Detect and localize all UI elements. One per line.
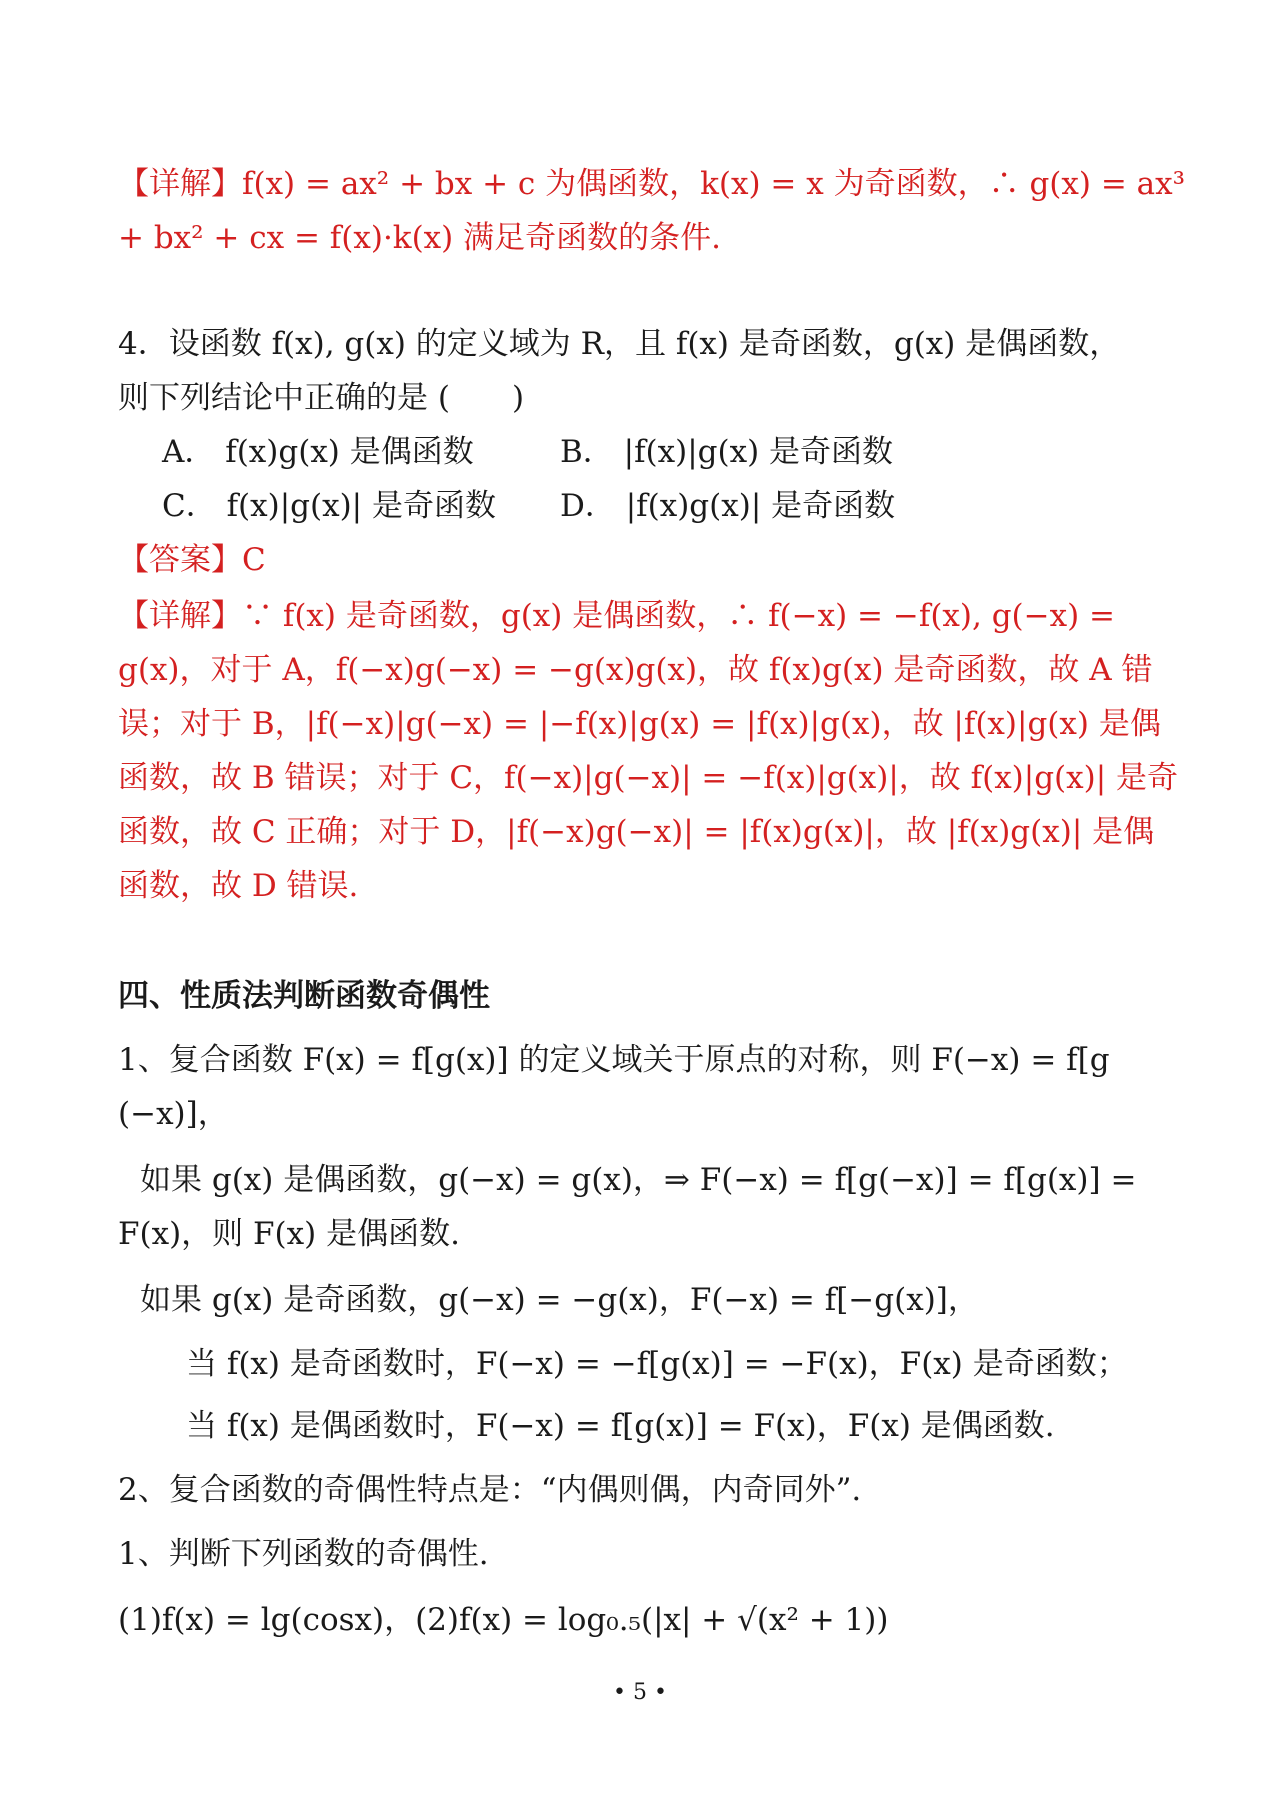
q4-option-c: C． f(x)|g(x)| 是奇函数 — [162, 488, 496, 524]
q4-explain-line-3: 误；对于 B，|f(−x)|g(−x) = |−f(x)|g(x) = |f(x)|g(x)，故 |f(x)|g(x) 是偶 — [118, 706, 1161, 742]
q4-option-d: D． |f(x)g(x)| 是奇函数 — [560, 488, 896, 524]
q4-explain-line-5: 函数，故 C 正确；对于 D，|f(−x)g(−x)| = |f(x)g(x)|，故 |f(x)g(x)| 是偶 — [118, 814, 1155, 850]
q4-stem-line-2: 则下列结论中正确的是 ( ) — [118, 380, 525, 416]
section-para-6: 2、复合函数的奇偶性特点是：“内偶则偶，内奇同外”. — [118, 1472, 862, 1508]
q4-answer: 【答案】C — [118, 542, 266, 578]
section-para-1a: 1、复合函数 F(x) = f[g(x)] 的定义域关于原点的对称，则 F(−x) = f[g — [118, 1042, 1110, 1078]
q4-explain-line-6: 函数，故 D 错误. — [118, 868, 359, 904]
q4-stem-line-1: 4．设函数 f(x), g(x) 的定义域为 R，且 f(x) 是奇函数，g(x) 是偶函数， — [118, 326, 1121, 362]
section-para-5: 当 f(x) 是偶函数时，F(−x) = f[g(x)] = F(x)，F(x) 是偶函数. — [186, 1408, 1055, 1444]
section-para-7: 1、判断下列函数的奇偶性. — [118, 1536, 489, 1572]
section-title: 四、性质法判断函数奇偶性 — [118, 978, 490, 1014]
section-para-2a: 如果 g(x) 是偶函数，g(−x) = g(x)，⇒ F(−x) = f[g(−x)] = f[g(x)] = — [140, 1162, 1137, 1198]
q4-explain-line-1: 【详解】∵ f(x) 是奇函数，g(x) 是偶函数，∴ f(−x) = −f(x), g(−x) = — [118, 598, 1116, 634]
q4-option-b: B． |f(x)|g(x) 是奇函数 — [560, 434, 894, 470]
q4-explain-line-4: 函数，故 B 错误；对于 C，f(−x)|g(−x)| = −f(x)|g(x)|，故 f(x)|g(x)| 是奇 — [118, 760, 1179, 796]
q4-option-a: A． f(x)g(x) 是偶函数 — [162, 434, 474, 470]
section-para-4: 当 f(x) 是奇函数时，F(−x) = −f[g(x)] = −F(x)，F(x) 是奇函数； — [186, 1346, 1128, 1382]
page-number: • 5 • — [613, 1680, 667, 1705]
prev-explain-line-1: 【详解】f(x) = ax² + bx + c 为偶函数，k(x) = x 为奇函数，∴ g(x) = ax³ — [118, 166, 1186, 202]
section-para-8: (1)f(x) = lg(cosx)，(2)f(x) = log₀.₅(|x| + √(x² + 1)) — [118, 1602, 889, 1638]
section-para-1b: (−x)]， — [118, 1096, 229, 1132]
section-para-2b: F(x)，则 F(x) 是偶函数. — [118, 1216, 460, 1252]
q4-explain-line-2: g(x)，对于 A，f(−x)g(−x) = −g(x)g(x)，故 f(x)g(x) 是奇函数，故 A 错 — [118, 652, 1153, 688]
prev-explain-line-2: + bx² + cx = f(x)·k(x) 满足奇函数的条件. — [118, 220, 721, 256]
section-para-3: 如果 g(x) 是奇函数，g(−x) = −g(x)，F(−x) = f[−g(x)]， — [140, 1282, 979, 1318]
